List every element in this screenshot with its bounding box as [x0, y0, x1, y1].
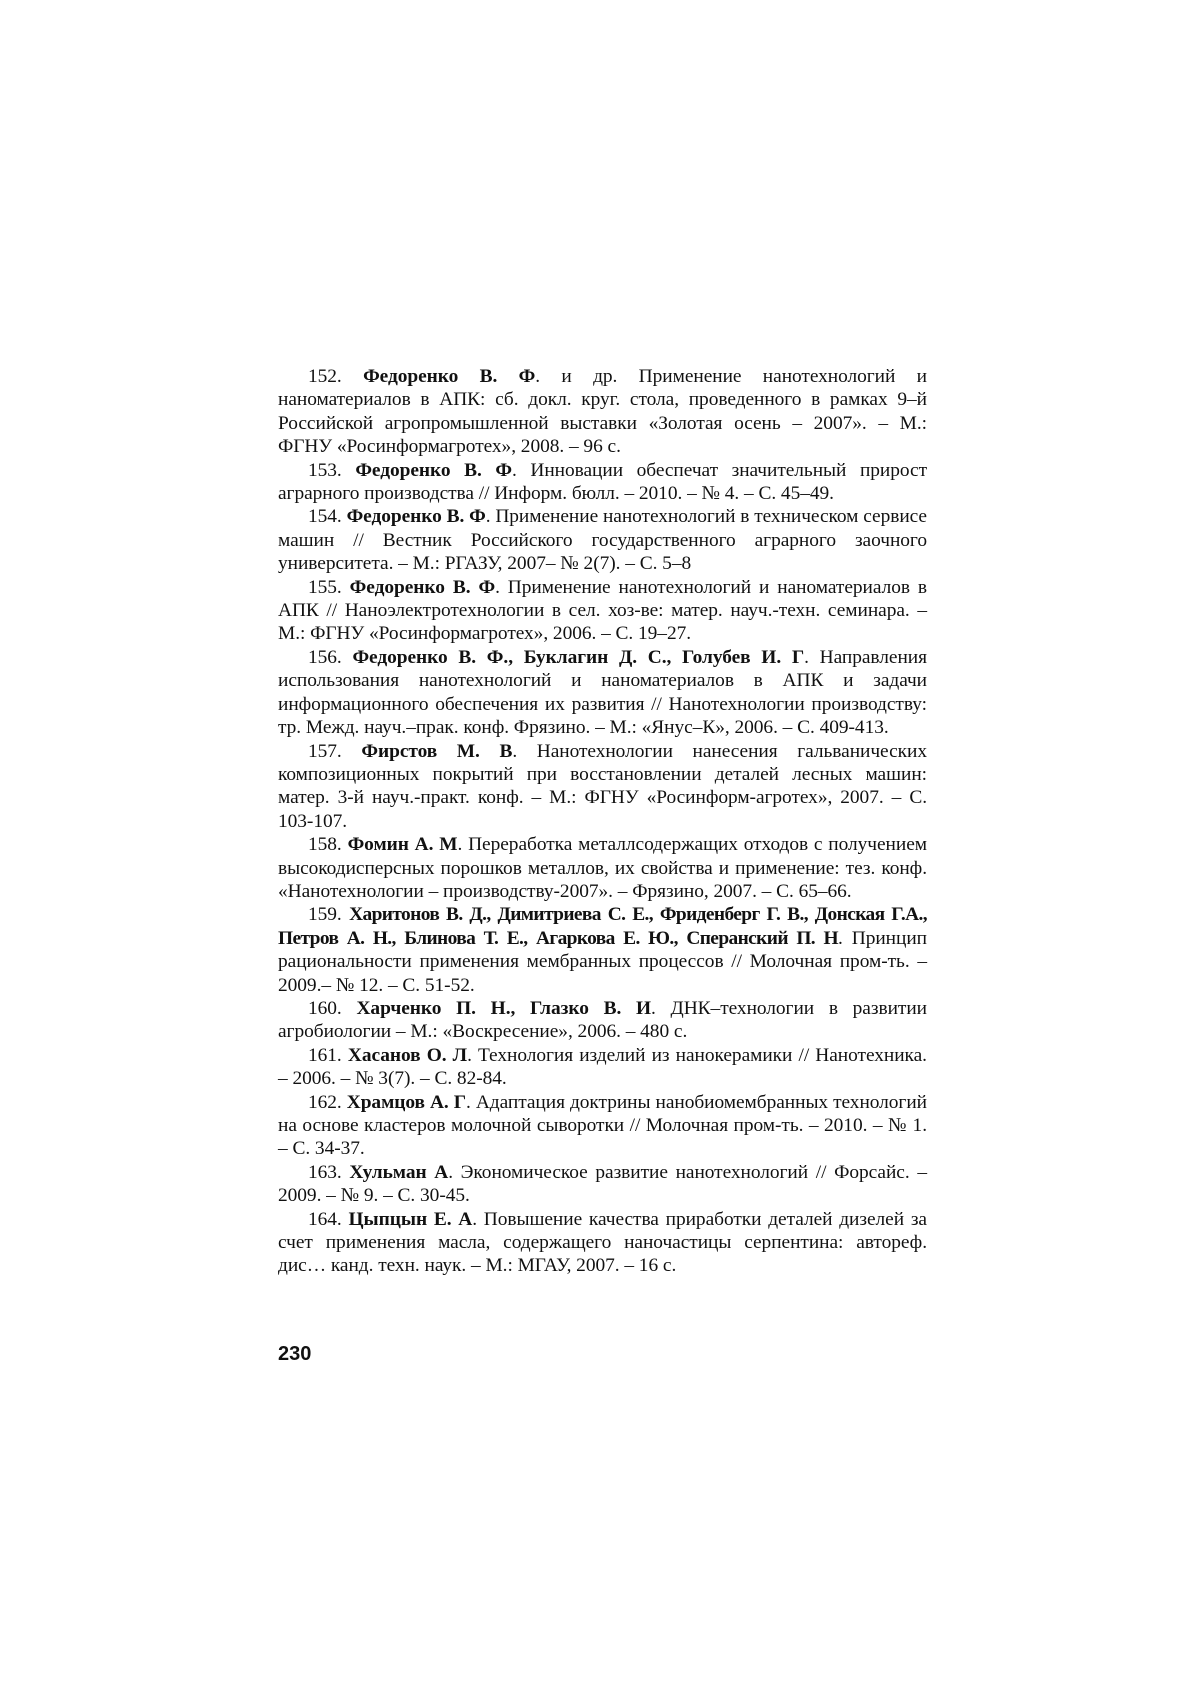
reference-author: Федоренко В. Ф — [346, 506, 486, 528]
reference-author: Хульман А — [349, 1161, 449, 1183]
reference-text: . ДНК–технологии в развитии агробиологии – М.: «Воскресение», 2006. – 480 с. — [278, 997, 927, 1043]
reference-text: . и др. Применение нанотехнологий и наноматериалов в АПК: сб. докл. круг. стола, проведенного в рамках 9–й Российской агропромышленной выставки «Золотая осень – 2007». – М.: ФГНУ «Росинформагротех», 2008. – 96 с. — [278, 366, 927, 458]
reference-entry — [278, 903, 927, 997]
reference-author: Федоренко В. Ф — [355, 459, 513, 481]
page-number: 230 — [278, 1343, 312, 1365]
reference-text: . Переработка металлсодержащих отходов с получением высокодисперсных порошков металлов, их свойства и применение: тез. конф. «Нанотехнологии – производству-2007». – Фрязино, 2007. – С. 65–66. — [278, 834, 927, 902]
reference-text: . Адаптация доктрины нанобиомембранных технологий на основе кластеров молочной сыворотки // Молочная пром-ть. – 2010. – № 1. – С. 34-37. — [278, 1091, 927, 1160]
reference-entry — [278, 1161, 927, 1208]
reference-entry — [278, 505, 927, 575]
reference-author: Федоренко В. Ф — [363, 366, 536, 387]
reference-entry — [278, 833, 927, 903]
reference-number: 159. — [308, 904, 342, 926]
reference-text: . Технология изделий из нанокерамики // Нанотехника. – 2006. – № 3(7). – С. 82-84. — [278, 1044, 927, 1090]
reference-author: Фирстов М. В — [361, 740, 513, 762]
reference-number: 156. — [308, 646, 342, 668]
reference-entry — [278, 1044, 927, 1091]
reference-number: 155. — [308, 576, 342, 598]
reference-author: Храмцов А. Г — [346, 1091, 467, 1113]
reference-author: Фомин А. М — [347, 834, 458, 856]
reference-author: Харченко П. Н., Глазко В. И — [356, 997, 652, 1019]
reference-entry — [278, 1091, 927, 1161]
reference-number: 163. — [308, 1161, 342, 1183]
reference-number: 161. — [308, 1044, 342, 1066]
reference-text: . Направления использования нанотехнологий и наноматериалов в АПК и задачи информационного обеспечения их развития // Нанотехнологии производству: тр. Межд. науч.–прак. конф. Фрязино. – М.: «Янус–К», 2006. – С. 409-413. — [278, 646, 927, 739]
reference-entry — [278, 1208, 927, 1278]
reference-number: 157. — [308, 740, 342, 762]
reference-number: 162. — [308, 1091, 342, 1113]
reference-number: 154. — [308, 506, 342, 528]
reference-list — [278, 365, 927, 1278]
reference-text: . Применение нанотехнологий и наноматериалов в АПК // Наноэлектротехнологии в сел. хоз-ве: матер. науч.-техн. семинара. – М.: ФГНУ «Росинформагротех», 2006. – С. 19–27. — [278, 576, 927, 645]
reference-entry — [278, 740, 927, 834]
reference-number: 160. — [308, 997, 342, 1019]
reference-text: . Инновации обеспечат значительный прирост аграрного производства // Информ. бюлл. – 2010. – № 4. – С. 45–49. — [278, 459, 927, 505]
reference-text: . Повышение качества приработки деталей дизелей за счет применения масла, содержащего наночастицы серпентина: автореф. дис… канд. техн. наук. – М.: МГАУ, 2007. – 16 с. — [278, 1208, 927, 1277]
reference-number: 153. — [308, 459, 342, 481]
reference-author: Федоренко В. Ф., Буклагин Д. С., Голубев И. Г — [352, 646, 805, 668]
reference-entry — [278, 576, 927, 646]
reference-number: 164. — [308, 1208, 342, 1230]
reference-entry — [278, 459, 927, 506]
reference-author: Харитонов В. Д., Димитриева С. Е., Фриденберг Г. В., Донская Г.А., Петров А. Н., Блинова Т. Е., Агаркова Е. Ю., Сперанский П. Н — [278, 904, 927, 949]
reference-author: Федоренко В. Ф — [349, 576, 496, 598]
reference-text: . Нанотехнологии нанесения гальванических композиционных покрытий при восстановлении деталей лесных машин: матер. 3-й науч.-практ. конф. – М.: ФГНУ «Росинформ-агротех», 2007. – С. 103-107. — [278, 740, 927, 832]
reference-author: Хасанов О. Л — [347, 1044, 468, 1066]
reference-text: . Принцип рациональности применения мембранных процессов // Молочная пром-ть. – 2009.– № 12. – С. 51-52. — [278, 927, 927, 996]
reference-author: Цыпцын Е. А — [348, 1208, 473, 1230]
reference-text: . Применение нанотехнологий в техническом сервисе машин // Вестник Российского государственного аграрного заочного университета. – М.: РГАЗУ, 2007– № 2(7). – С. 5–8 — [278, 506, 927, 575]
reference-entry — [278, 997, 927, 1044]
reference-text: . Экономическое развитие нанотехнологий // Форсайс. – 2009. – № 9. – С. 30-45. — [278, 1161, 927, 1207]
reference-number: 158. — [308, 834, 342, 856]
reference-entry — [278, 646, 927, 740]
reference-entry — [278, 365, 927, 459]
reference-number: 152. — [308, 366, 342, 387]
